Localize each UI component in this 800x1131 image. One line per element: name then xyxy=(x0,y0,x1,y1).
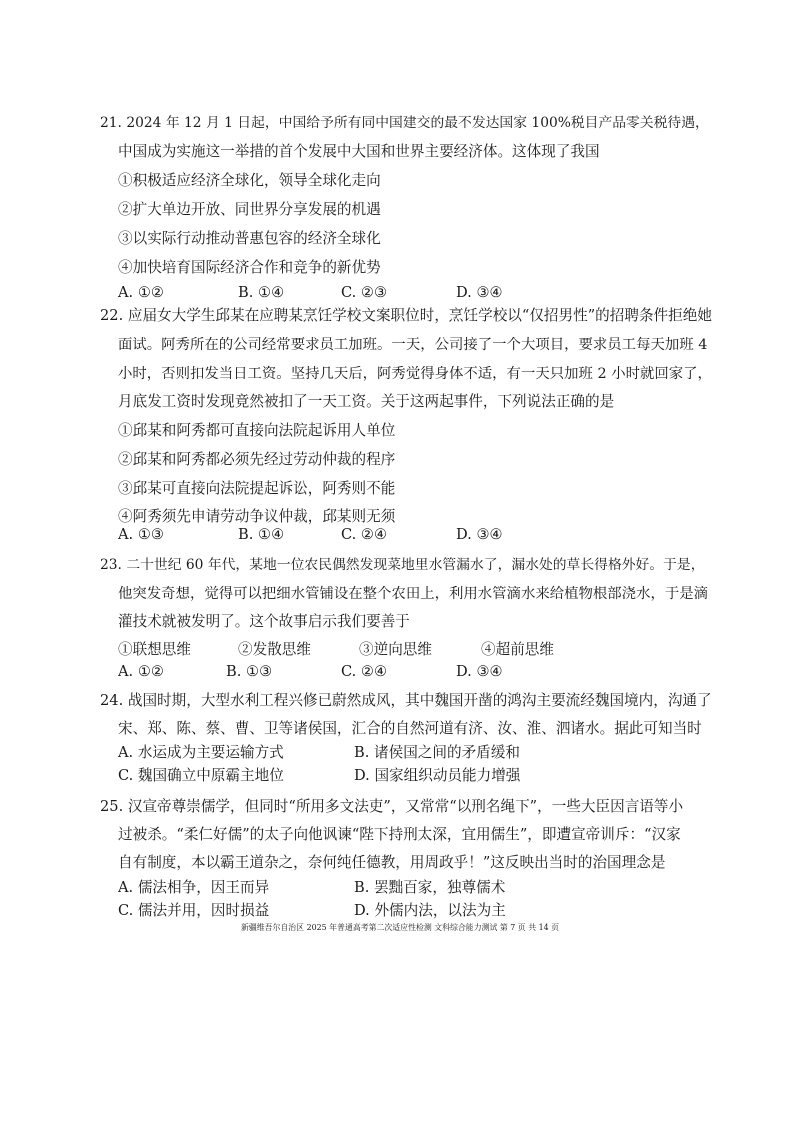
q21-stem-line-1: 21. 2024 年 12 月 1 日起，中国给予所有同中国建交的最不发达国家 100%税目产品零关税待遇， xyxy=(100,115,709,131)
q22-stem-line-2: 面试。阿秀所在的公司经常要求员工加班。一天，公司接了一个大项目，要求员工每天加班 4 xyxy=(118,337,708,353)
q25-stem-line-2: 过被杀。“柔仁好儒”的太子向他讽谏“陛下持刑太深，宜用儒生”，即遭宣帝训斥：“汉家 xyxy=(118,826,681,843)
q22-stem-line-4: 月底发工资时发现竟然被扣了一天工资。关于这两起事件，下列说法正确的是 xyxy=(118,393,615,410)
q24-choice-c: C. 魏国确立中原霸主地位 xyxy=(118,767,284,784)
q21-choice-a: A. ①② xyxy=(118,284,164,301)
q25-choice-b: B. 罢黜百家，独尊儒术 xyxy=(354,879,506,896)
q24-choice-d: D. 国家组织动员能力增强 xyxy=(354,767,521,784)
q21-item-4: ④加快培育国际经济合作和竞争的新优势 xyxy=(118,259,381,276)
q23-choice-b: B. ①③ xyxy=(226,663,273,680)
q22-stem-line-1: 22. 应届女大学生邱某在应聘某烹饪学校文案职位时，烹饪学校以“仅招男性”的招聘条件拒绝她 xyxy=(100,307,712,324)
q23-choice-a: A. ①② xyxy=(118,663,164,680)
q23-choice-c: C. ②④ xyxy=(341,663,388,680)
q25-stem-line-3: 自有制度，本以霸王道杂之，奈何纯任德教，用周政乎！”这反映出当时的治国理念是 xyxy=(118,854,666,871)
q21-item-2: ②扩大单边开放、同世界分享发展的机遇 xyxy=(118,201,381,218)
q22-choice-d: D. ③④ xyxy=(456,526,503,543)
q24-stem-line-2: 宋、郑、陈、蔡、曹、卫等诸侯国，汇合的自然河道有济、汝、淮、泗诸水。据此可知当时 xyxy=(118,720,702,737)
q23-stem-line-1: 23. 二十世纪 60 年代，某地一位农民偶然发现菜地里水管漏水了，漏水处的草长得格外好。于是， xyxy=(100,557,705,573)
q23-item-4: ④超前思维 xyxy=(481,641,554,658)
q23-stem-line-2: 他突发奇想，觉得可以把细水管铺设在整个农田上，利用水管滴水来给植物根部浇水，于是滴 xyxy=(118,586,709,602)
q25-choice-d: D. 外儒内法，以法为主 xyxy=(354,902,506,919)
q22-choice-a: A. ①③ xyxy=(118,526,164,543)
q22-item-4: ④阿秀须先申请劳动争议仲裁，邱某则无须 xyxy=(118,508,396,525)
q25-choice-a: A. 儒法相争，因王而异 xyxy=(118,879,270,896)
q22-item-3: ③邱某可直接向法院提起诉讼，阿秀则不能 xyxy=(118,480,396,497)
q25-stem-line-1: 25. 汉宣帝尊崇儒学，但同时“所用多文法吏”，又常常“以刑名绳下”，一些大臣因言语等小 xyxy=(100,798,684,815)
q23-stem-line-3: 灌技术就被发明了。这个故事启示我们要善于 xyxy=(118,613,410,630)
q22-choice-b: B. ①④ xyxy=(238,526,285,543)
q22-item-1: ①邱某和阿秀都可直接向法院起诉用人单位 xyxy=(118,422,396,439)
q24-stem-line-1: 24. 战国时期，大型水利工程兴修已蔚然成风，其中魏国开凿的鸿沟主要流经魏国境内，沟通了 xyxy=(100,692,712,709)
q25-choice-c: C. 儒法并用，因时损益 xyxy=(118,902,270,919)
q21-stem-line-2: 中国成为实施这一举措的首个发展中大国和世界主要经济体。这体现了我国 xyxy=(118,143,600,160)
q24-choice-b: B. 诸侯国之间的矛盾缓和 xyxy=(354,744,520,761)
q23-item-3: ③逆向思维 xyxy=(359,641,432,658)
q21-item-3: ③以实际行动推动普惠包容的经济全球化 xyxy=(118,230,381,247)
q23-item-2: ②发散思维 xyxy=(238,641,311,658)
q23-item-1: ①联想思维 xyxy=(118,641,191,658)
q23-choice-d: D. ③④ xyxy=(456,663,503,680)
q24-choice-a: A. 水运成为主要运输方式 xyxy=(118,744,284,761)
q21-choice-b: B. ①④ xyxy=(238,284,285,301)
q21-item-1: ①积极适应经济全球化，领导全球化走向 xyxy=(118,172,381,189)
q22-choice-c: C. ②④ xyxy=(341,526,388,543)
q21-choice-d: D. ③④ xyxy=(456,284,503,301)
q22-stem-line-3: 小时，否则扣发当日工资。坚持几天后，阿秀觉得身体不适，有一天只加班 2 小时就回家了， xyxy=(118,366,712,382)
q22-item-2: ②邱某和阿秀都必须先经过劳动仲裁的程序 xyxy=(118,451,396,468)
page-footer: 新疆维吾尔自治区 2025 年普通高考第二次适应性检测 文科综合能力测试 第 7 页 共 14 页 xyxy=(240,923,560,932)
q21-choice-c: C. ②③ xyxy=(341,284,388,301)
